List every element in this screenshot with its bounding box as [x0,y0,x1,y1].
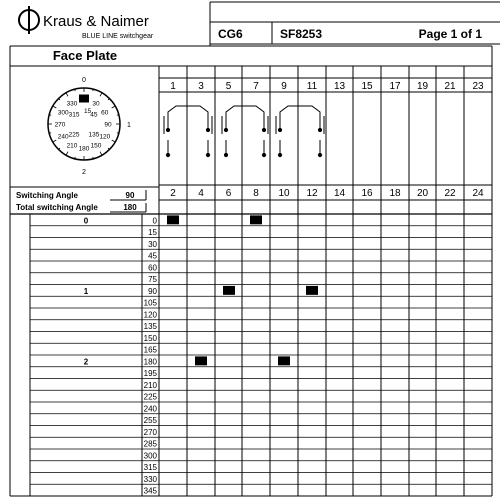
closed-contact-marker [306,286,318,295]
drawing-number: SF8253 [280,27,323,41]
dial-tick [100,93,102,96]
table-row [148,240,157,249]
contact-number-top: 7 [253,81,259,92]
angle-label: 330 [143,474,157,484]
contact-pair-9-11 [276,106,324,157]
contact-number-bottom: 6 [225,188,232,199]
contact-bottom-numbers [170,188,484,199]
dial-tick [59,148,60,149]
position-label: 1 [83,286,89,296]
dial-angle-label: 240 [57,133,69,141]
brand-logo [19,6,39,34]
closed-contact-marker [223,286,235,295]
face-plate-title: Face Plate [52,48,118,63]
contact-pair-5-7 [222,106,268,157]
table-row [144,440,158,449]
table-row [144,310,158,319]
angle-label: 165 [143,345,157,355]
dial-tick [66,152,68,155]
dial-tick [112,106,115,108]
dial-tick [49,115,51,116]
dial-angle-label: 0 [82,96,86,103]
dial-angle-label: 315 [68,111,80,119]
dial-tick [100,152,102,155]
angle-label: 60 [148,263,157,273]
position-label: 2 [83,357,89,367]
table-row [144,346,158,355]
table-row [148,263,157,272]
contact-number-top: 15 [361,81,373,92]
dial-tick [108,99,109,100]
angle-label: 150 [143,333,157,343]
dial-angle-label: 30 [92,100,100,108]
angle-label: 15 [148,228,157,237]
angle-label: 180 [143,357,157,367]
angle-label: 240 [143,404,157,414]
dial-angle-label: 330 [66,100,78,108]
contact-number-top: 21 [444,81,456,92]
dial-tick [93,157,94,159]
dial-angle-label: 15 [84,107,92,115]
dial-angle-label: 210 [66,142,78,150]
angle-label: 105 [143,298,157,308]
angle-label: 120 [143,310,157,320]
dial-angle-label: 45 [90,111,98,119]
total-angle-value: 180 [123,203,137,212]
contact-number-bottom: 20 [416,188,429,199]
table-row [144,475,158,484]
contact-number-bottom: 10 [278,188,290,199]
dial-angle-label: 180 [78,145,90,153]
brand-subtitle: BLUE LINE switchgear [82,33,154,40]
angle-label: 0 [152,216,157,226]
dial-tick [75,89,76,91]
face-plate-dial [48,77,131,176]
angle-label: 285 [143,439,157,449]
contact-number-top: 3 [198,81,204,92]
dial-tick [117,133,119,134]
contact-number-bottom: 16 [361,188,373,199]
angle-label: 345 [143,486,157,496]
contact-number-top: 9 [281,81,287,92]
contact-number-bottom: 14 [333,188,346,199]
contact-pair-1-3 [164,106,212,157]
closed-contact-marker [250,215,262,224]
table-row [148,252,157,261]
dial-tick [53,140,56,142]
contact-number-bottom: 8 [253,188,259,199]
table-row [144,369,158,378]
position-mark: 0 [82,77,86,84]
dial-angle-label: 135 [88,131,100,139]
dial-tick [108,148,109,149]
angle-label: 195 [143,369,157,378]
table-row [144,416,158,425]
table-row [144,451,158,460]
dial-tick [112,140,115,142]
table-row [144,404,158,413]
contact-number-bottom: 22 [444,188,456,199]
switching-angle-value: 90 [125,191,135,200]
table-row [144,487,158,496]
dial-tick [53,106,56,108]
contact-number-top: 11 [306,81,318,92]
contact-diagram [164,106,324,157]
dial-tick [75,157,76,159]
dial-angle-label: 225 [68,131,80,139]
dial-tick [66,93,68,96]
switching-angle-info [16,190,146,212]
table-row [144,322,158,331]
position-mark: 2 [82,169,86,176]
closed-contact-marker [278,356,290,365]
angle-label: 75 [148,275,157,284]
switching-angle-label: Switching Angle [16,191,78,200]
dial-tick [117,115,119,116]
table-row [148,228,157,237]
table-row [144,299,158,308]
table-row [144,381,158,390]
angle-label: 270 [143,427,157,437]
closed-contact-marker [195,356,207,365]
table-row [84,286,318,296]
contact-number-bottom: 24 [472,188,484,199]
angle-label: 255 [143,416,157,425]
angle-label: 225 [143,392,157,402]
dial-tick [93,89,94,91]
page-indicator: Page 1 of 1 [418,27,482,41]
angle-label: 300 [143,451,157,461]
switching-table [84,215,318,495]
table-row [144,334,158,343]
dial-angle-label: 300 [57,109,69,117]
contact-number-top: 13 [333,81,346,92]
table-grid [10,46,492,496]
angle-label: 45 [148,251,157,261]
dial-tick [49,133,51,134]
position-mark: 1 [127,122,131,129]
model-code: CG6 [218,27,243,41]
angle-label: 210 [143,380,157,390]
dial-angle-label: 90 [104,121,112,129]
dial-angle-label: 150 [90,142,102,150]
table-row [84,215,262,225]
angle-label: 30 [148,239,157,249]
angle-label: 315 [143,463,157,472]
contact-number-top: 23 [472,81,484,92]
contact-number-bottom: 18 [389,188,401,199]
table-row [148,275,157,284]
angle-label: 90 [148,286,157,296]
contact-number-bottom: 4 [198,188,204,199]
contact-number-bottom: 2 [170,188,176,199]
contact-top-numbers [170,81,484,92]
contact-number-top: 5 [225,81,232,92]
table-row [144,428,158,437]
table-row [144,393,158,402]
contact-number-top: 17 [389,81,401,92]
header [19,2,500,46]
contact-number-top: 19 [416,81,429,92]
angle-label: 135 [143,322,157,331]
contact-number-bottom: 12 [306,188,318,199]
total-angle-label: Total switching Angle [16,203,98,212]
dial-angle-label: 270 [54,121,66,129]
dial-angle-label: 120 [99,133,111,141]
position-label: 0 [83,216,89,226]
brand-name: Kraus & Naimer [43,13,149,30]
closed-contact-marker [167,215,179,224]
dial-angle-label: 60 [101,109,109,117]
table-row [144,463,158,472]
contact-number-top: 1 [170,81,176,92]
dial-tick [59,99,60,100]
